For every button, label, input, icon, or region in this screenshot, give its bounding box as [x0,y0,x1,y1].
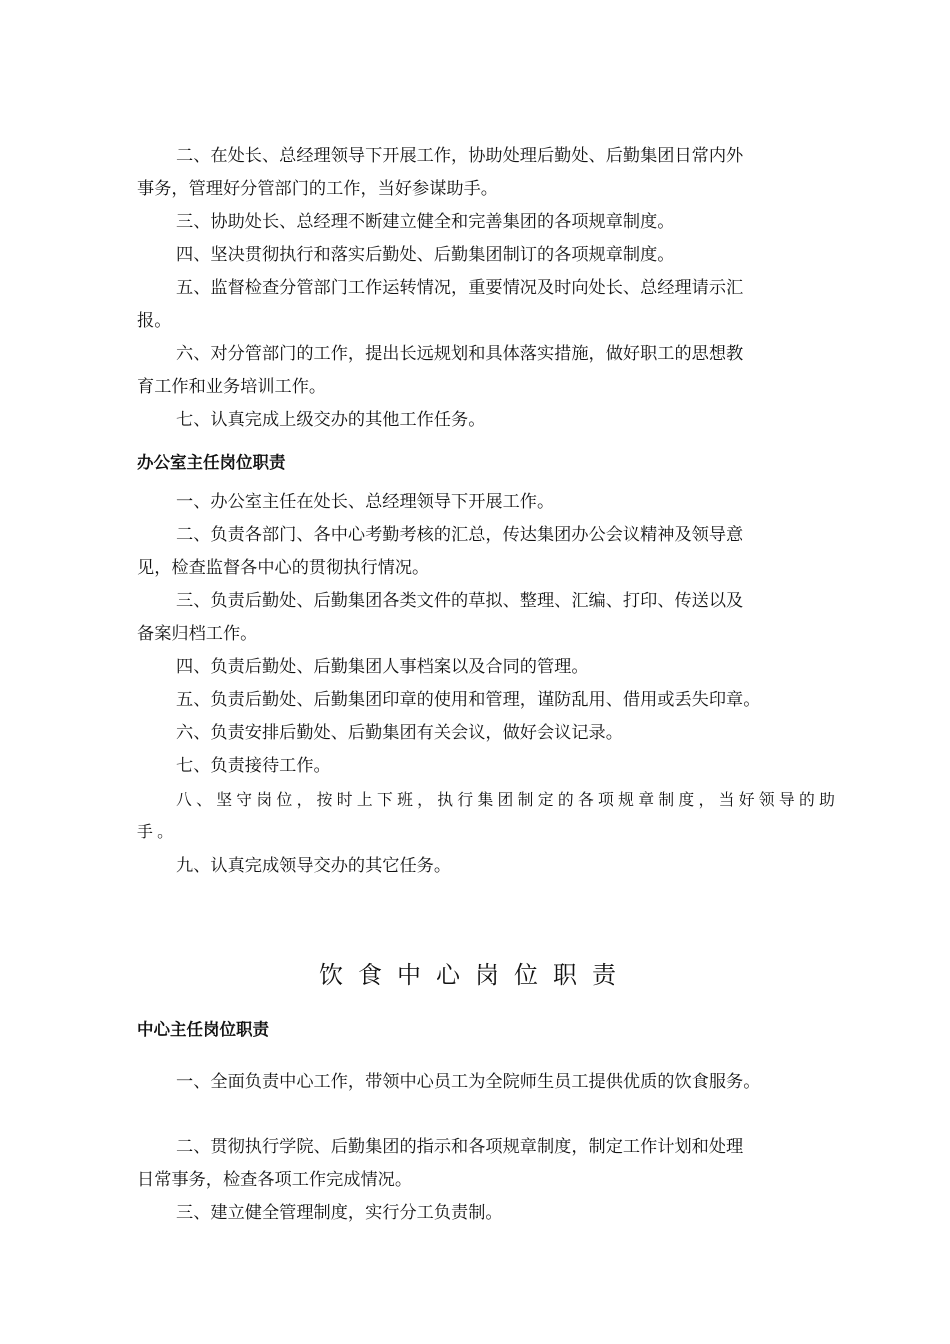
paragraph-line: 手。 [137,822,178,841]
paragraph-line: 五、负责后勤处、后勤集团印章的使用和管理，谨防乱用、借用或丢失印章。 [176,690,761,710]
section-heading: 办公室主任岗位职责 [137,453,286,472]
paragraph-line: 二、贯彻执行学院、后勤集团的指示和各项规章制度，制定工作计划和处理 [176,1137,744,1157]
paragraph-line: 三、负责后勤处、后勤集团各类文件的草拟、整理、汇编、打印、传送以及 [176,591,744,611]
paragraph-line: 一、办公室主任在处长、总经理领导下开展工作。 [176,492,555,512]
paragraph-line: 八、坚守岗位，按时上下班，执行集团制定的各项规章制度，当好领导的助 [176,790,840,809]
paragraph-line: 五、监督检查分管部门工作运转情况，重要情况及时向处长、总经理请示汇 [176,278,744,298]
paragraph-line: 二、负责各部门、各中心考勤考核的汇总，传达集团办公会议精神及领导意 [176,525,744,545]
paragraph-line: 见，检查监督各中心的贯彻执行情况。 [137,558,430,578]
section-heading: 中心主任岗位职责 [137,1020,269,1039]
paragraph-line: 日常事务，检查各项工作完成情况。 [137,1170,413,1190]
paragraph-line: 三、协助处长、总经理不断建立健全和完善集团的各项规章制度。 [176,212,675,232]
paragraph-line: 备案归档工作。 [137,624,258,644]
paragraph-line: 事务，管理好分管部门的工作，当好参谋助手。 [137,179,498,199]
paragraph-line: 报。 [137,311,172,331]
paragraph-line: 四、坚决贯彻执行和落实后勤处、后勤集团制订的各项规章制度。 [176,245,675,265]
paragraph-line: 一、全面负责中心工作，带领中心员工为全院师生员工提供优质的饮食服务。 [176,1072,761,1092]
paragraph-line: 七、负责接待工作。 [176,756,331,776]
paragraph-line: 三、建立健全管理制度，实行分工负责制。 [176,1203,503,1223]
paragraph-line: 二、在处长、总经理领导下开展工作，协助处理后勤处、后勤集团日常内外 [176,146,744,166]
paragraph-line: 六、对分管部门的工作，提出长远规划和具体落实措施，做好职工的思想教 [176,344,744,364]
paragraph-line: 七、认真完成上级交办的其他工作任务。 [176,410,486,430]
paragraph-line: 育工作和业务培训工作。 [137,377,327,397]
paragraph-line: 四、负责后勤处、后勤集团人事档案以及合同的管理。 [176,657,589,677]
section-title: 饮食中心岗位职责 [319,961,631,989]
paragraph-line: 九、认真完成领导交办的其它任务。 [176,856,452,876]
paragraph-line: 六、负责安排后勤处、后勤集团有关会议，做好会议记录。 [176,723,623,743]
